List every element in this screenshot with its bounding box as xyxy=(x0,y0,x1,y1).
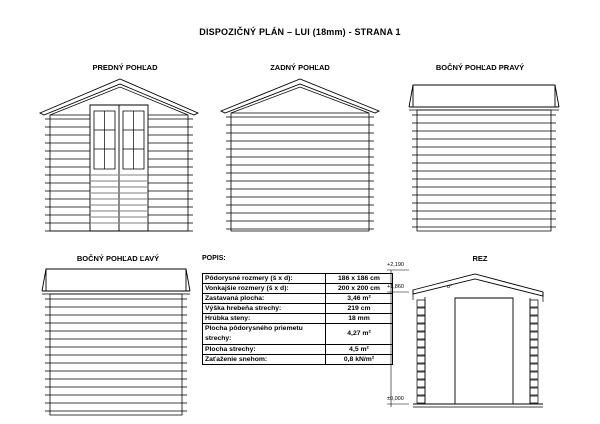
level-top-label: +2,190 xyxy=(387,262,404,268)
wall-log-section xyxy=(530,340,538,347)
wall-log-section xyxy=(530,300,538,307)
front-view-label: PREDNÝ POHĽAD xyxy=(92,63,158,72)
wall-log-section xyxy=(417,332,425,339)
wall-log-section xyxy=(417,380,425,387)
spec-table xyxy=(202,273,393,365)
table-row xyxy=(203,294,393,304)
spec-label: Zastavaná plocha: xyxy=(203,294,326,304)
wall-log-section xyxy=(417,340,425,347)
table-row xyxy=(203,304,393,314)
front-view-drawing xyxy=(34,75,204,235)
section-view-label: REZ xyxy=(472,254,488,263)
wall-log-section xyxy=(530,396,538,403)
table-row xyxy=(203,284,393,294)
wall-log-section xyxy=(417,348,425,355)
spec-value: 186 x 186 cm xyxy=(326,274,393,284)
spec-label: Hrúbka steny: xyxy=(203,314,326,324)
spec-value: 4,5 m² xyxy=(326,345,393,355)
spec-label: Plocha pôdorysného priemetu strechy: xyxy=(203,324,326,345)
spec-label: Zaťaženie snehom: xyxy=(203,355,326,365)
wall-log-section xyxy=(530,372,538,379)
spec-label: Výška hrebeňa strechy: xyxy=(203,304,326,314)
spec-value: 18 mm xyxy=(326,314,393,324)
back-view-label: ZADNÝ POHĽAD xyxy=(270,63,330,72)
wall-log-section xyxy=(417,364,425,371)
wall-log-section xyxy=(530,308,538,315)
wall-log-section xyxy=(530,388,538,395)
page-title: DISPOZIČNÝ PLÁN – LUI (18mm) - STRANA 1 xyxy=(199,27,401,37)
table-row xyxy=(203,274,393,284)
section-view-drawing xyxy=(385,262,550,412)
spec-value: 219 cm xyxy=(326,304,393,314)
wall-log-section xyxy=(417,316,425,323)
wall-log-section xyxy=(417,396,425,403)
wall-log-section xyxy=(530,364,538,371)
spec-value: 0,8 kN/m² xyxy=(326,355,393,365)
popis-heading: POPIS: xyxy=(202,255,226,262)
wall-log-section xyxy=(417,300,425,307)
table-row xyxy=(203,314,393,324)
wall-log-section xyxy=(530,324,538,331)
spec-label: Pôdorysné rozmery (š x d): xyxy=(203,274,326,284)
spec-label: Vonkajšie rozmery (š x d): xyxy=(203,284,326,294)
table-row xyxy=(203,345,393,355)
level-mid-label: +1,860 xyxy=(387,284,404,290)
spec-value: 3,46 m² xyxy=(326,294,393,304)
spec-label: Plocha strechy: xyxy=(203,345,326,355)
wall-log-section xyxy=(417,324,425,331)
wall-log-section xyxy=(417,356,425,363)
spec-value: 200 x 200 cm xyxy=(326,284,393,294)
left-side-view-label: BOČNÝ POHĽAD ĽAVÝ xyxy=(76,254,160,263)
left-side-view-drawing xyxy=(38,267,193,417)
table-row xyxy=(203,324,393,345)
wall-log-section xyxy=(530,380,538,387)
wall-log-section xyxy=(530,356,538,363)
level-base-label: ±0,000 xyxy=(387,396,404,402)
roof-angle-label: 8° xyxy=(447,284,453,290)
right-side-view-drawing xyxy=(405,75,560,235)
table-row xyxy=(203,355,393,365)
right-side-view-label: BOČNÝ POHĽAD PRAVÝ xyxy=(435,63,525,72)
wall-log-section xyxy=(417,372,425,379)
spec-value: 4,27 m² xyxy=(326,324,393,345)
wall-log-section xyxy=(530,316,538,323)
wall-log-section xyxy=(417,388,425,395)
wall-log-section xyxy=(530,348,538,355)
wall-log-section xyxy=(530,332,538,339)
wall-log-section xyxy=(417,308,425,315)
back-view-drawing xyxy=(217,75,383,235)
